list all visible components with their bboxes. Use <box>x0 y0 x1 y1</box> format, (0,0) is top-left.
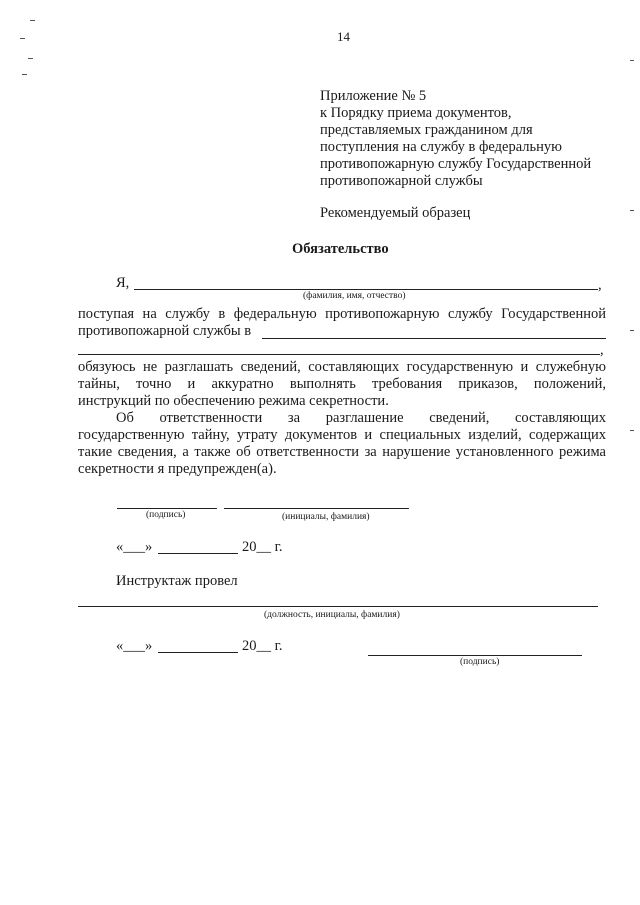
signature-caption-2: (подпись) <box>460 657 500 667</box>
briefing-label: Инструктаж провел <box>116 573 238 589</box>
document-title: Обязательство <box>292 241 389 257</box>
appendix-line: противопожарной службы <box>320 173 483 189</box>
comma: , <box>598 277 602 293</box>
margin-mark <box>630 210 634 211</box>
date-day: «___» <box>116 539 153 555</box>
margin-mark <box>20 38 25 39</box>
body-line: обязуюсь не разглашать сведений, составляющих государственную и служебную <box>78 359 606 375</box>
body-line: такие сведения, а также об ответственности за нарушение установленного режима <box>78 444 606 460</box>
position-caption: (должность, инициалы, фамилия) <box>264 610 400 620</box>
page-number: 14 <box>337 29 350 44</box>
body-line: инструкций по обеспечению режима секретности. <box>78 393 389 409</box>
initials-caption: (инициалы, фамилия) <box>282 512 370 522</box>
appendix-line: противопожарную службу Государственной <box>320 156 592 172</box>
date-year: 20__ г. <box>242 539 283 555</box>
body-line: государственную тайну, утрату документов и специальных изделий, содержащих <box>78 427 606 443</box>
position-line[interactable] <box>78 606 598 607</box>
date-month-line[interactable] <box>158 652 238 653</box>
margin-mark <box>22 74 27 75</box>
appendix-line: к Порядку приема документов, <box>320 105 512 121</box>
margin-mark <box>630 60 634 61</box>
date-day: «___» <box>116 638 153 654</box>
margin-mark <box>28 58 33 59</box>
sample-note: Рекомендуемый образец <box>320 205 471 221</box>
signature-caption: (подпись) <box>146 510 186 520</box>
date-year: 20__ г. <box>242 638 283 654</box>
body-line: секретности я предупрежден(а). <box>78 461 277 477</box>
fio-line[interactable] <box>134 289 598 290</box>
margin-mark <box>30 20 35 21</box>
service-name-line-2[interactable] <box>78 354 600 355</box>
margin-mark <box>630 430 634 431</box>
fio-caption: (фамилия, имя, отчество) <box>303 291 406 301</box>
signature-line-2[interactable] <box>368 655 582 656</box>
initials-line[interactable] <box>224 508 409 509</box>
body-line: тайны, точно и аккуратно выполнять требования приказов, положений, <box>78 376 606 392</box>
body-line: Об ответственности за разглашение сведений, составляющих <box>116 410 606 426</box>
date-month-line[interactable] <box>158 553 238 554</box>
service-label: противопожарной службы в <box>78 323 252 339</box>
signature-line[interactable] <box>117 508 217 509</box>
service-name-line[interactable] <box>262 338 606 339</box>
appendix-line: Приложение № 5 <box>320 88 427 104</box>
i-label: Я, <box>116 275 130 291</box>
margin-mark <box>630 330 634 331</box>
appendix-line: представляемых гражданином для <box>320 122 533 138</box>
appendix-line: поступления на службу в федеральную <box>320 139 562 155</box>
comma: , <box>600 342 604 358</box>
body-line: поступая на службу в федеральную противопожарную службу Государственной <box>78 306 606 322</box>
